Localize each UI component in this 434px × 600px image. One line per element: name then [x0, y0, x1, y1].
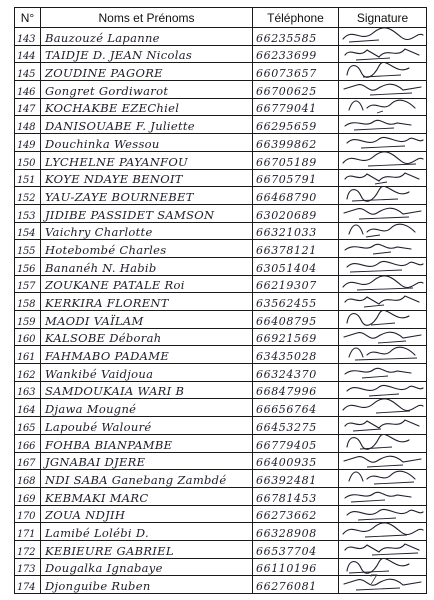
row-number: 155 — [15, 240, 41, 258]
row-signature — [339, 222, 427, 240]
table-row — [15, 63, 427, 81]
header-phone: Téléphone — [253, 8, 339, 28]
row-signature — [339, 558, 427, 576]
row-phone: 66779405 — [253, 434, 339, 452]
row-name: MAODI VAÏLAM — [41, 311, 253, 329]
table-row — [15, 311, 427, 329]
table-row — [15, 364, 427, 382]
row-signature — [339, 257, 427, 275]
signature-scribble — [339, 523, 427, 541]
signature-scribble — [339, 222, 427, 240]
table-row — [15, 204, 427, 222]
row-number: 144 — [15, 45, 41, 63]
table-row — [15, 487, 427, 505]
row-name: Lapoubé Walouré — [41, 417, 253, 435]
table-row — [15, 240, 427, 258]
row-number: 165 — [15, 417, 41, 435]
row-name: JGNABAI DJERE — [41, 452, 253, 470]
row-number: 166 — [15, 434, 41, 452]
row-name: ZOUDINE PAGORE — [41, 63, 253, 81]
row-phone: 66656764 — [253, 399, 339, 417]
table-row — [15, 134, 427, 152]
table-row — [15, 257, 427, 275]
row-phone: 66219307 — [253, 275, 339, 293]
row-signature — [339, 81, 427, 99]
signature-scribble — [339, 81, 427, 99]
row-phone: 66295659 — [253, 116, 339, 134]
row-phone: 63562455 — [253, 293, 339, 311]
row-phone: 66324370 — [253, 364, 339, 382]
row-name: ZOUA NDJIH — [41, 505, 253, 523]
row-number: 171 — [15, 523, 41, 541]
signature-scribble — [339, 169, 427, 187]
row-phone: 66705791 — [253, 169, 339, 187]
signature-scribble — [339, 487, 427, 505]
row-phone: 66110196 — [253, 558, 339, 576]
row-signature — [339, 328, 427, 346]
row-number: 167 — [15, 452, 41, 470]
row-number: 158 — [15, 293, 41, 311]
row-name: SAMDOUKAIA WARI B — [41, 381, 253, 399]
row-phone: 66378121 — [253, 240, 339, 258]
row-name: Vaichry Charlotte — [41, 222, 253, 240]
row-signature — [339, 364, 427, 382]
page-number: 7 — [369, 573, 378, 588]
row-name: Wankibé Vaidjoua — [41, 364, 253, 382]
row-signature — [339, 63, 427, 81]
table-row — [15, 98, 427, 116]
row-signature — [339, 98, 427, 116]
row-number: 146 — [15, 81, 41, 99]
row-signature — [339, 576, 427, 594]
row-signature — [339, 187, 427, 205]
row-name: KEBMAKI MARC — [41, 487, 253, 505]
table-row — [15, 576, 427, 594]
table-row — [15, 116, 427, 134]
row-phone: 66705189 — [253, 151, 339, 169]
row-number: 152 — [15, 187, 41, 205]
row-name: Hotebombé Charles — [41, 240, 253, 258]
row-phone: 66700625 — [253, 81, 339, 99]
row-number: 150 — [15, 151, 41, 169]
signature-scribble — [339, 381, 427, 399]
table-row — [15, 540, 427, 558]
table-row — [15, 470, 427, 488]
row-name: FAHMABO PADAME — [41, 346, 253, 364]
signature-scribble — [339, 257, 427, 275]
row-number: 153 — [15, 204, 41, 222]
table-row — [15, 417, 427, 435]
row-number: 169 — [15, 487, 41, 505]
row-name: Dougalka Ignabaye — [41, 558, 253, 576]
signature-scribble — [339, 558, 427, 576]
row-signature — [339, 434, 427, 452]
row-phone: 63051404 — [253, 257, 339, 275]
row-phone: 66537704 — [253, 540, 339, 558]
table-row — [15, 275, 427, 293]
row-signature — [339, 452, 427, 470]
row-number: 156 — [15, 257, 41, 275]
row-signature — [339, 204, 427, 222]
row-phone: 66233699 — [253, 45, 339, 63]
table-row — [15, 169, 427, 187]
row-name: LYCHELNE PAYANFOU — [41, 151, 253, 169]
row-number: 173 — [15, 558, 41, 576]
row-phone: 63020689 — [253, 204, 339, 222]
row-phone: 66921569 — [253, 328, 339, 346]
row-number: 159 — [15, 311, 41, 329]
row-name: ZOUKANE PATALE Roi — [41, 275, 253, 293]
row-number: 160 — [15, 328, 41, 346]
row-phone: 66400935 — [253, 452, 339, 470]
row-phone: 66847996 — [253, 381, 339, 399]
row-number: 164 — [15, 399, 41, 417]
row-name: JIDIBE PASSIDET SAMSON — [41, 204, 253, 222]
row-name: KEBIEURE GABRIEL — [41, 540, 253, 558]
row-phone: 63435028 — [253, 346, 339, 364]
table-row — [15, 381, 427, 399]
row-phone: 66408795 — [253, 311, 339, 329]
signature-scribble — [339, 311, 427, 329]
row-number: 162 — [15, 364, 41, 382]
row-signature — [339, 28, 427, 46]
row-signature — [339, 399, 427, 417]
row-name: KOCHAKBE EZEChiel — [41, 98, 253, 116]
row-name: KALSOBE Déborah — [41, 328, 253, 346]
table-row — [15, 328, 427, 346]
row-number: 168 — [15, 470, 41, 488]
row-phone: 66328908 — [253, 523, 339, 541]
table-row — [15, 434, 427, 452]
row-signature — [339, 311, 427, 329]
table-body — [15, 28, 427, 594]
row-number: 143 — [15, 28, 41, 46]
table-row — [15, 505, 427, 523]
row-name: TAIDJE D. JEAN Nicolas — [41, 45, 253, 63]
row-signature — [339, 505, 427, 523]
signature-scribble — [339, 28, 427, 46]
row-phone: 66453275 — [253, 417, 339, 435]
row-name: Gongret Gordiwarot — [41, 81, 253, 99]
signature-scribble — [339, 417, 427, 435]
row-number: 154 — [15, 222, 41, 240]
row-number: 147 — [15, 98, 41, 116]
signature-scribble — [339, 275, 427, 293]
table-row — [15, 452, 427, 470]
row-name: Bauzouzé Lapanne — [41, 28, 253, 46]
row-number: 174 — [15, 576, 41, 594]
row-name: KOYE NDAYE BENOIT — [41, 169, 253, 187]
row-phone: 66276081 — [253, 576, 339, 594]
signature-scribble — [339, 134, 427, 152]
signature-scribble — [339, 364, 427, 382]
row-signature — [339, 540, 427, 558]
header-names: Noms et Prénoms — [41, 8, 253, 28]
row-name: Douchinka Wessou — [41, 134, 253, 152]
row-phone: 66392481 — [253, 470, 339, 488]
table-row — [15, 45, 427, 63]
signature-scribble — [339, 470, 427, 488]
row-phone: 66235585 — [253, 28, 339, 46]
row-signature — [339, 169, 427, 187]
row-name: DANISOUABE F. Juliette — [41, 116, 253, 134]
row-signature — [339, 470, 427, 488]
row-signature — [339, 487, 427, 505]
row-number: 157 — [15, 275, 41, 293]
table-row — [15, 28, 427, 46]
row-signature — [339, 240, 427, 258]
row-name: Djawa Mougné — [41, 399, 253, 417]
table-row — [15, 151, 427, 169]
row-number: 149 — [15, 134, 41, 152]
table-row — [15, 187, 427, 205]
row-phone: 66779041 — [253, 98, 339, 116]
row-phone: 66321033 — [253, 222, 339, 240]
row-number: 151 — [15, 169, 41, 187]
header-number: N° — [15, 8, 41, 28]
signature-scribble — [339, 151, 427, 169]
signature-scribble — [339, 240, 427, 258]
row-name: FOHBA BIANPAMBE — [41, 434, 253, 452]
row-number: 170 — [15, 505, 41, 523]
row-name: Lamibé Lolébi D. — [41, 523, 253, 541]
row-number: 145 — [15, 63, 41, 81]
signature-scribble — [339, 399, 427, 417]
signature-scribble — [339, 505, 427, 523]
table-row — [15, 399, 427, 417]
row-number: 148 — [15, 116, 41, 134]
row-name: NDI SABA Ganebang Zambdé — [41, 470, 253, 488]
signature-scribble — [339, 45, 427, 63]
table-row — [15, 81, 427, 99]
attendance-table — [14, 7, 427, 594]
signature-scribble — [339, 328, 427, 346]
row-signature — [339, 45, 427, 63]
row-number: 172 — [15, 540, 41, 558]
row-name: YAU-ZAYE BOURNEBET — [41, 187, 253, 205]
header-signature: Signature — [339, 8, 427, 28]
table-row — [15, 523, 427, 541]
signature-scribble — [339, 63, 427, 81]
row-name: Djonguibe Ruben — [41, 576, 253, 594]
row-signature — [339, 381, 427, 399]
signature-scribble — [339, 452, 427, 470]
row-phone: 66273662 — [253, 505, 339, 523]
row-phone: 66781453 — [253, 487, 339, 505]
header-row — [15, 8, 427, 28]
row-number: 161 — [15, 346, 41, 364]
row-signature — [339, 134, 427, 152]
signature-scribble — [339, 576, 427, 594]
table-row — [15, 558, 427, 576]
signature-scribble — [339, 98, 427, 116]
row-number: 163 — [15, 381, 41, 399]
signature-scribble — [339, 293, 427, 311]
table-row — [15, 346, 427, 364]
row-signature — [339, 293, 427, 311]
signature-scribble — [339, 540, 427, 558]
signature-scribble — [339, 434, 427, 452]
signature-scribble — [339, 187, 427, 205]
row-phone: 66399862 — [253, 134, 339, 152]
table-row — [15, 293, 427, 311]
row-signature — [339, 417, 427, 435]
table-row — [15, 222, 427, 240]
row-signature — [339, 523, 427, 541]
row-signature — [339, 275, 427, 293]
row-signature — [339, 116, 427, 134]
signature-scribble — [339, 346, 427, 364]
row-signature — [339, 151, 427, 169]
row-name: Bananéh N. Habib — [41, 257, 253, 275]
row-signature — [339, 346, 427, 364]
signature-scribble — [339, 116, 427, 134]
row-name: KERKIRA FLORENT — [41, 293, 253, 311]
row-phone: 66073657 — [253, 63, 339, 81]
signature-scribble — [339, 204, 427, 222]
row-phone: 66468790 — [253, 187, 339, 205]
